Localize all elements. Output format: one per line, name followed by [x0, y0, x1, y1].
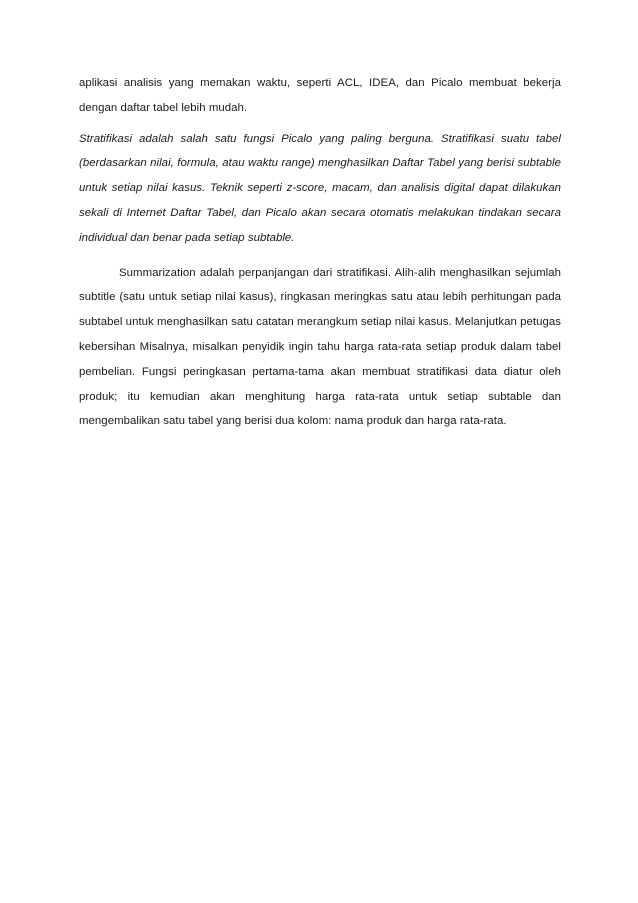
paragraph-summarization: Summarization adalah perpanjangan dari stratifikasi. Alih-alih menghasilkan sejumlah subtitle (satu untuk setiap nilai kasus), ringkasan meringkas satu atau lebih perhitungan pada subtabel untuk menghasilkan satu catatan merangkum setiap nilai kasus. Melanjutkan petugas kebersihan Misalnya, misalkan penyidik ingin tahu harga rata-rata setiap produk dalam tabel pembelian. Fungsi peringkasan pertama-tama akan membuat stratifikasi data diatur oleh produk; itu kemudian akan menghitung harga rata-rata untuk setiap subtable dan mengembalikan satu tabel yang berisi dua kolom: nama produk dan harga rata-rata.: [79, 266, 561, 428]
paragraph-stratification: Stratifikasi adalah salah satu fungsi Picalo yang paling berguna. Stratifikasi suatu tabel (berdasarkan nilai, formula, atau waktu range) menghasilkan Daftar Tabel yang berisi subtable untuk setiap nilai kasus. Teknik seperti z-score, macam, dan analisis digital dapat dilakukan sekali di Internet Daftar Tabel, dan Picalo akan secara otomatis melakukan tindakan secara individual dan benar pada setiap subtable.: [79, 132, 561, 244]
paragraph-continuation: aplikasi analisis yang memakan waktu, seperti ACL, IDEA, dan Picalo membuat bekerja dengan daftar tabel lebih mudah.: [79, 77, 561, 114]
page-content: [79, 71, 561, 434]
